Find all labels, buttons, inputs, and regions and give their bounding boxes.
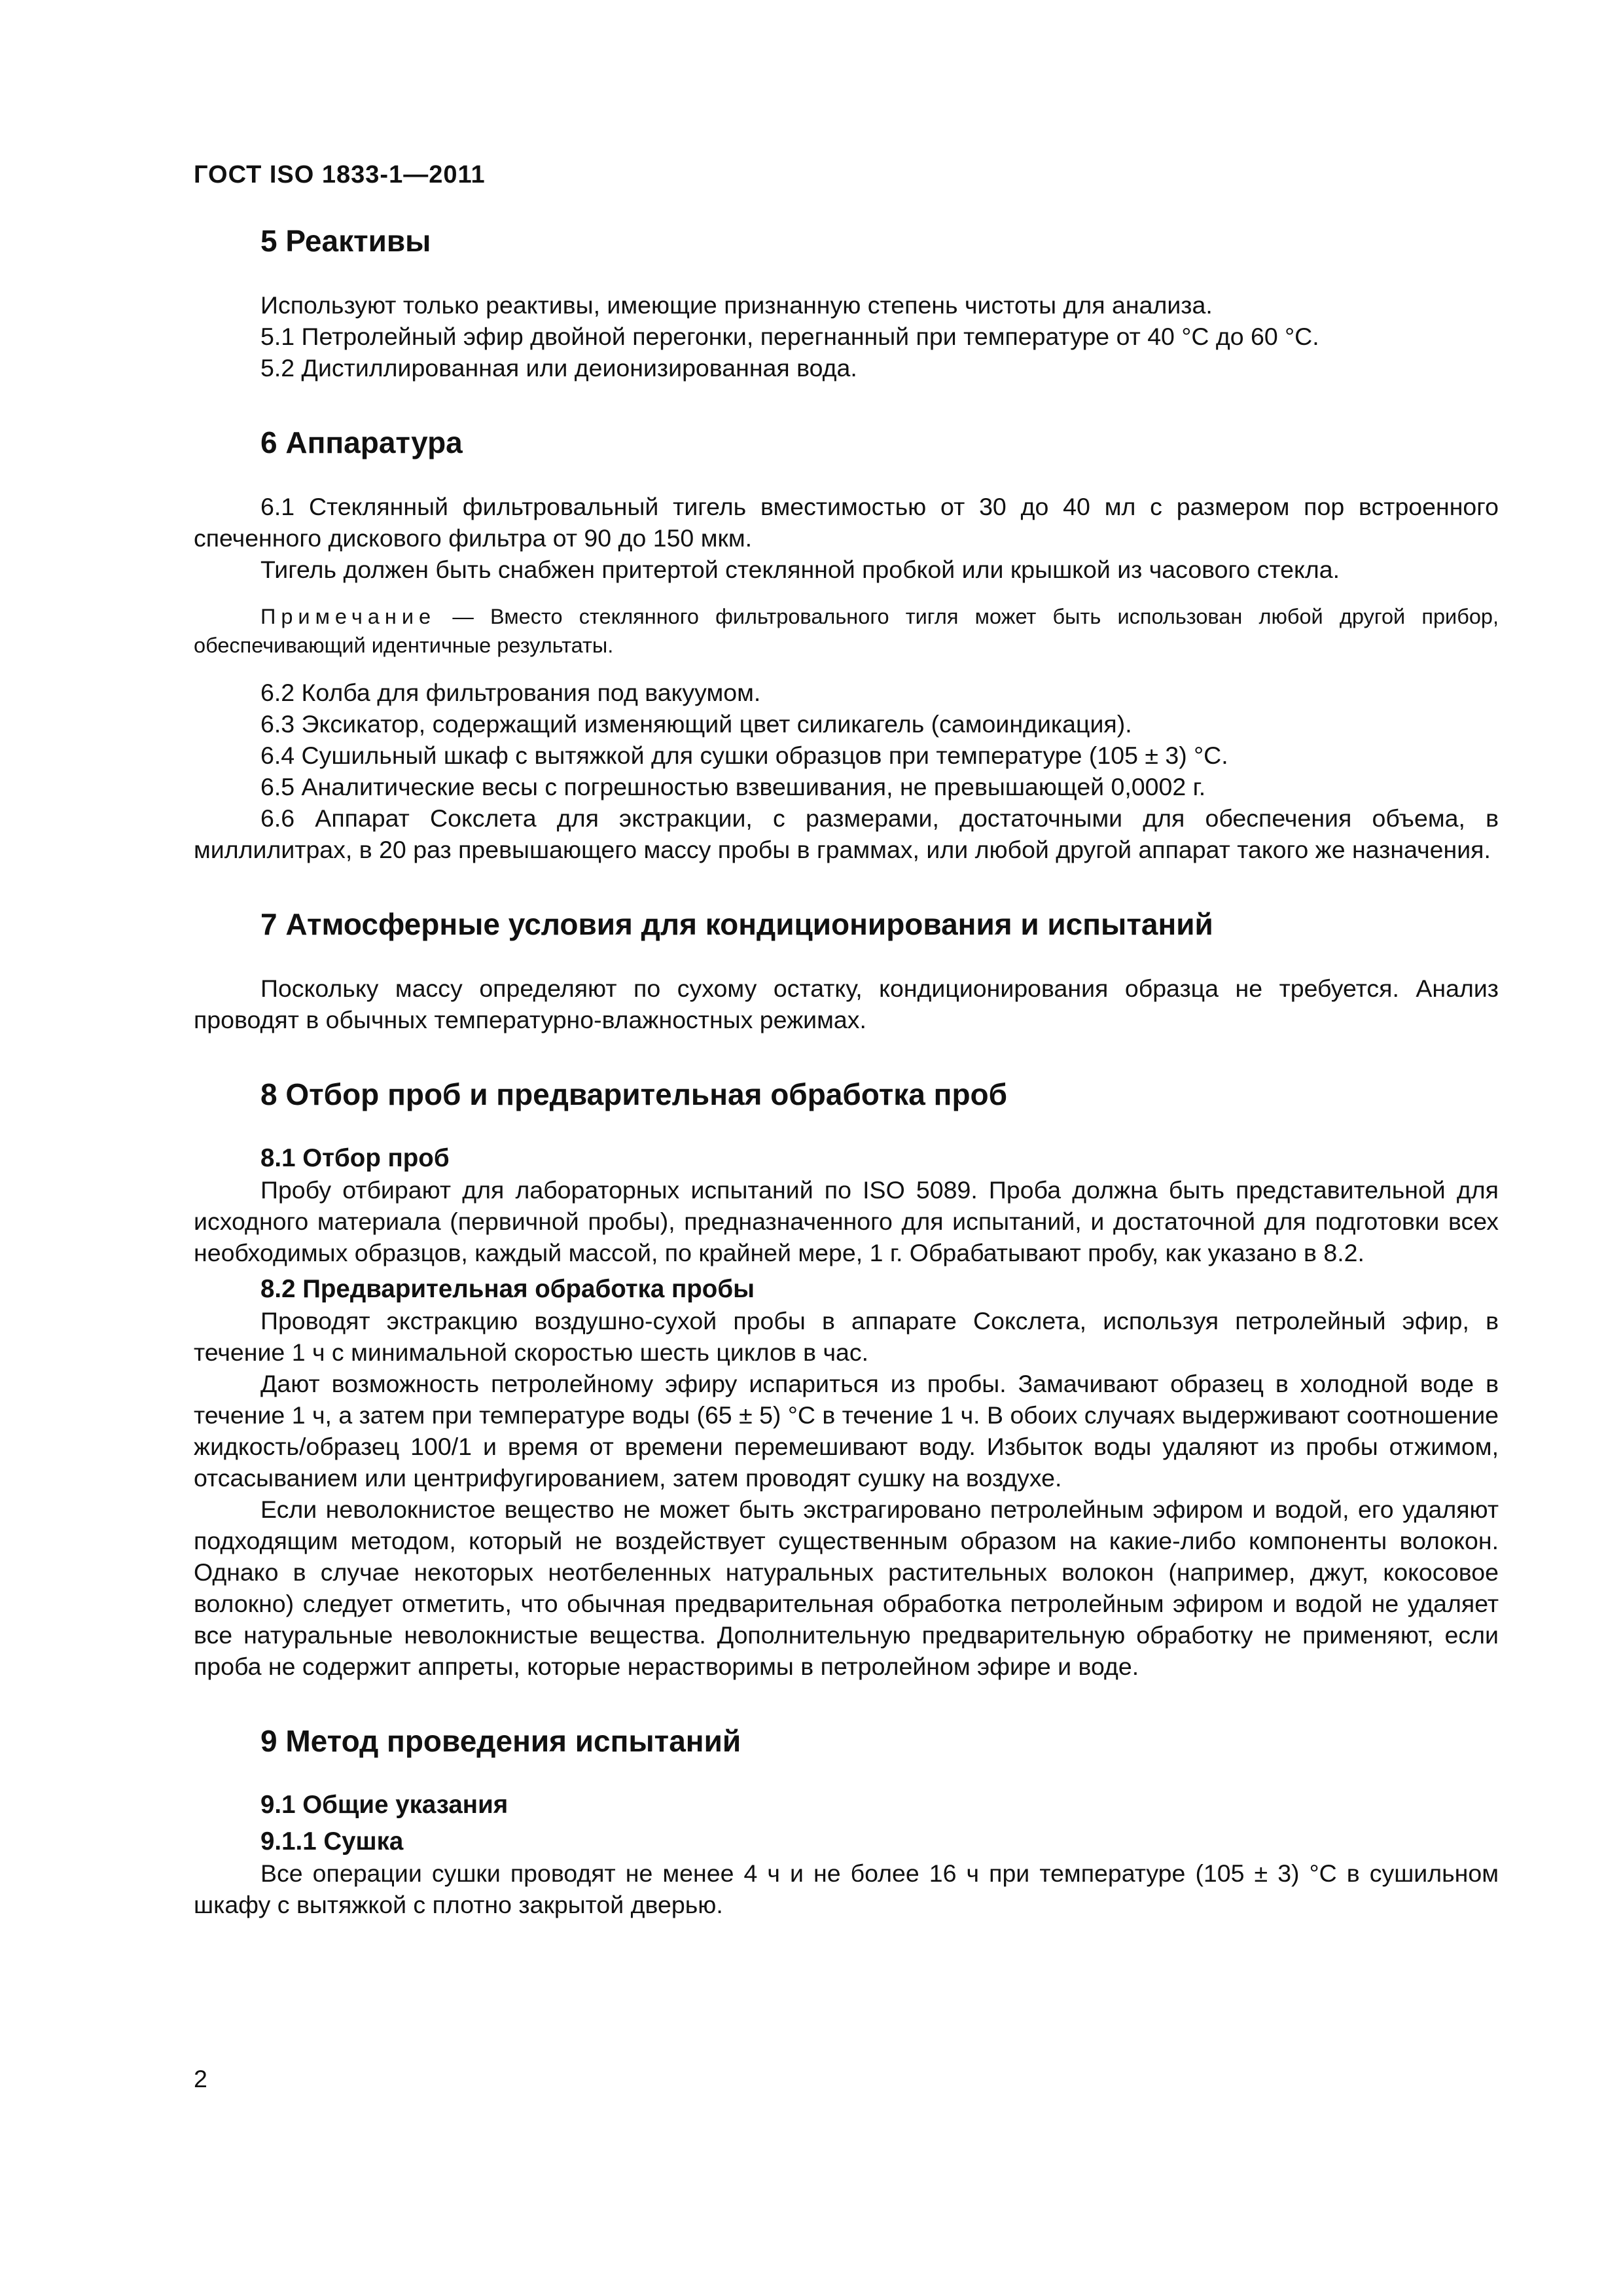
subsection-9-1-1-text: Все операции сушки проводят не менее 4 ч и не более 16 ч при температуре (105 ± 3) °С в сушильном шкафу с вытяжкой с плотно закрытой дверью.: [194, 1859, 1499, 1918]
section-8-title: 8 Отбор проб и предварительная обработка проб: [260, 1077, 1008, 1111]
note-label: Примечание: [260, 605, 437, 628]
clause-5-2: 5.2 Дистиллированная или деионизированная вода.: [260, 354, 857, 382]
document-body: [194, 223, 1499, 1920]
subsection-8-2-para-1: Проводят экстракцию воздушно-сухой пробы в аппарате Сокслета, используя петролейный эфир, в течение 1 ч с минимальной скоростью шесть циклов в час.: [194, 1307, 1499, 1366]
subsection-8-1-title: 8.1 Отбор проб: [260, 1144, 450, 1172]
section-5-intro: Используют только реактивы, имеющие признанную степень чистоты для анализа.: [260, 291, 1213, 319]
section-7-title: 7 Атмосферные условия для кондиционирования и испытаний: [260, 907, 1213, 941]
document-header: ГОСТ ISO 1833-1—2011: [194, 161, 486, 188]
clause-6-1-note-crucible: Тигель должен быть снабжен притертой стеклянной пробкой или крышкой из часового стекла.: [260, 556, 1340, 583]
subsection-9-1-1-title: 9.1.1 Сушка: [260, 1827, 404, 1856]
note-6-1: [194, 602, 1499, 660]
section-6-title: 6 Аппаратура: [260, 425, 463, 459]
clause-6-6: 6.6 Аппарат Сокслета для экстракции, с размерами, достаточными для обеспечения объема, в миллилитрах, в 20 раз превышающего массу пробы в граммах, или любой другой аппарат такого же назначения.: [194, 804, 1499, 863]
clause-6-1: 6.1 Стеклянный фильтровальный тигель вместимостью от 30 до 40 мл с размером пор встроенного спеченного дискового фильтра от 90 до 150 мкм.: [194, 493, 1499, 552]
clause-6-5: 6.5 Аналитические весы с погрешностью взвешивания, не превышающей 0,0002 г.: [260, 773, 1206, 800]
section-5-title: 5 Реактивы: [260, 224, 431, 258]
subsection-8-2-title: 8.2 Предварительная обработка пробы: [260, 1275, 755, 1303]
page-number: 2: [194, 2065, 207, 2092]
section-7-text: Поскольку массу определяют по сухому остатку, кондиционирования образца не требуется. Анализ проводят в обычных температурно-влажностных режимах.: [194, 975, 1499, 1033]
subsection-9-1-title: 9.1 Общие указания: [260, 1791, 508, 1819]
subsection-8-2-para-2: Дают возможность петролейному эфиру испариться из пробы. Замачивают образец в холодной воде в течение 1 ч, а затем при температуре воды (65 ± 5) °С в течение 1 ч. В обоих случаях выдерживают соотношение жидкость/образец 100/1 и время от времени перемешивают воду. Избыток воды удаляют из пробы отжимом, отсасыванием или центрифугированием, затем проводят сушку на воздухе.: [194, 1370, 1499, 1492]
clause-6-2: 6.2 Колба для фильтрования под вакуумом.: [260, 679, 761, 706]
clause-6-4: 6.4 Сушильный шкаф с вытяжкой для сушки образцов при температуре (105 ± 3) °С.: [260, 742, 1228, 769]
subsection-8-2-para-3: Если неволокнистое вещество не может быть экстрагировано петролейным эфиром и водой, его удаляют подходящим методом, который не воздействует существенным образом на какие-либо компоненты волокон. Однако в случае некоторых неотбеленных натуральных растительных волокон (например, джут, кокосовое волокно) следует отметить, что обычная предварительная обработка петролейным эфиром и водой не удаляет все натуральные неволокнистые вещества. Дополнительную предварительную обработку не применяют, если проба не содержит аппреты, которые нерастворимы в петролейном эфире и воде.: [194, 1496, 1499, 1680]
note-text: — Вместо стеклянного фильтровального тигля может быть использован любой другой прибор, обеспечивающий идентичные результаты.: [194, 605, 1499, 657]
subsection-8-1-text: Пробу отбирают для лабораторных испытаний по ISO 5089. Проба должна быть представительной для исходного материала (первичной пробы), предназначенного для испытаний, и достаточной для подготовки всех необходимых образцов, каждый массой, по крайней мере, 1 г. Обрабатывают пробу, как указано в 8.2.: [194, 1176, 1499, 1266]
clause-6-3: 6.3 Эксикатор, содержащий изменяющий цвет силикагель (самоиндикация).: [260, 710, 1132, 738]
clause-5-1: 5.1 Петролейный эфир двойной перегонки, перегнанный при температуре от 40 °С до 60 °С.: [260, 323, 1319, 350]
section-9-title: 9 Метод проведения испытаний: [260, 1724, 741, 1758]
